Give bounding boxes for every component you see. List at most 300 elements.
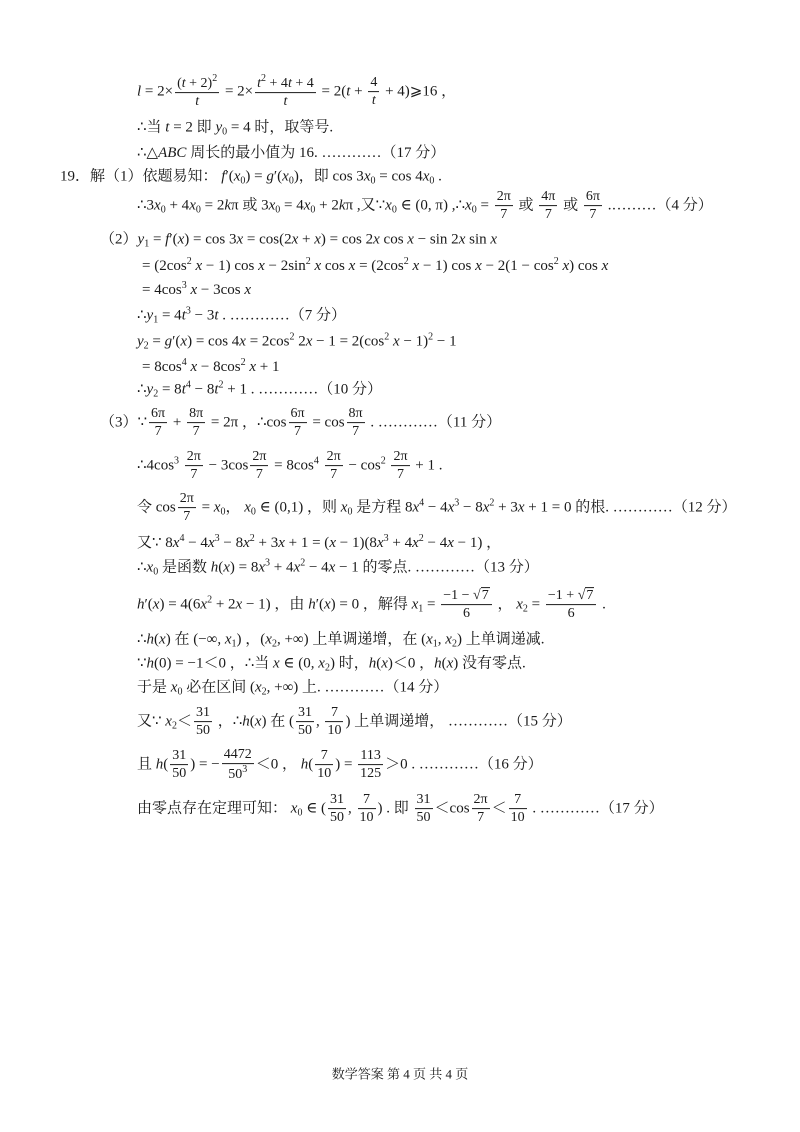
math-text: 或 (559, 197, 582, 214)
math-text: 4 (370, 75, 378, 91)
superscript: 3 (454, 497, 460, 509)
math-text: 50 (228, 767, 243, 783)
math-text: − 2sin (264, 258, 306, 274)
math-text: = 2 即 (169, 119, 216, 136)
math-variable: f (165, 231, 170, 248)
fraction-numerator (368, 75, 379, 92)
math-variable: x (516, 596, 523, 613)
fraction-numerator (415, 792, 433, 809)
fraction (415, 792, 433, 826)
math-text: . (598, 596, 606, 613)
math-text: 50 (416, 810, 431, 826)
math-text: ) 上单调递减. (456, 631, 545, 648)
fraction-numerator (391, 449, 409, 466)
perimeter-expression-line (137, 74, 456, 110)
equality-condition-line (137, 119, 333, 138)
math-variable: x (328, 559, 336, 576)
math-text: = (527, 596, 544, 613)
math-text: = 2× (221, 83, 254, 100)
math-text: 50 (330, 810, 345, 826)
part-3-zero-point-line (137, 559, 539, 578)
math-text: + 1 = 0 的根. …………（12 分） (524, 499, 737, 516)
math-text: = (2cos (355, 258, 404, 274)
fraction-numerator (584, 189, 602, 206)
superscript: 2 (212, 73, 218, 85)
math-variable: t (371, 93, 376, 109)
fraction-denominator (347, 424, 365, 440)
superscript: 2 (418, 533, 424, 544)
math-variable: x (213, 499, 221, 516)
math-text: − 1 的零点. …………（13 分） (335, 559, 539, 576)
math-text: + 2 (212, 596, 236, 613)
math-text: = (148, 333, 165, 350)
math-text: sin (465, 231, 491, 248)
math-text: 7 (477, 810, 485, 826)
math-variable: f (221, 168, 226, 185)
radical-sign: √ (473, 588, 481, 604)
subscript: 1 (144, 238, 150, 250)
math-text: 50 (172, 766, 187, 782)
fraction (368, 75, 379, 109)
superscript: 2 (186, 256, 192, 267)
fraction-denominator (546, 606, 596, 622)
fraction-numerator (194, 705, 212, 722)
subscript: 1 (432, 638, 438, 650)
math-text (319, 457, 323, 473)
math-text: 2π (326, 449, 341, 465)
superscript: 2 (380, 455, 386, 467)
fraction-numerator (358, 792, 376, 809)
fraction-denominator (584, 207, 602, 223)
math-variable: h (434, 655, 442, 672)
superscript: 3 (242, 764, 248, 776)
part-2-y2-conclusion-line (137, 381, 382, 400)
math-variable: x (244, 282, 252, 298)
math-variable: h (146, 655, 155, 672)
math-text: = 8cos (142, 359, 182, 375)
fraction (539, 189, 557, 223)
math-text: − 2(1 − cos (481, 258, 554, 274)
math-text: 是函数 (158, 559, 211, 576)
math-text: ∈ ( (302, 800, 327, 817)
math-variable: x (224, 631, 232, 648)
math-variable: k (224, 197, 231, 214)
math-text: (0) = −1＜0 ，∴当 (154, 655, 273, 672)
math-text: 31 (195, 705, 210, 721)
math-text: − 1 = 2(cos (312, 333, 385, 350)
superscript: 3 (181, 280, 187, 291)
math-variable: x (426, 631, 433, 648)
math-variable: x (412, 258, 420, 274)
radical-sign: √ (577, 588, 586, 604)
math-text: ) = 4(6 (159, 596, 201, 613)
fraction-denominator (315, 766, 333, 782)
part-3-substitution-line (137, 491, 736, 525)
math-text: 4472 (223, 747, 252, 763)
math-variable: x (446, 655, 454, 672)
fraction (546, 588, 596, 622)
subscript: 2 (522, 603, 528, 615)
superscript: 3 (185, 305, 191, 317)
math-variable: t (165, 119, 170, 136)
math-variable: g (164, 333, 173, 350)
math-text: 2 (294, 333, 306, 350)
superscript: 2 (489, 497, 495, 509)
math-text: − 4 (424, 499, 448, 516)
subscript: 2 (153, 388, 159, 400)
math-text: ) = cos 3 (184, 231, 237, 248)
math-text: ∴ (137, 559, 147, 576)
math-text (179, 457, 183, 473)
math-variable: x (465, 197, 472, 214)
math-text: ， (493, 596, 517, 613)
math-text: ′( (172, 333, 181, 350)
math-text: 31 (416, 792, 431, 808)
subscript: 2 (171, 720, 177, 732)
fraction-numerator (222, 747, 254, 764)
fraction (194, 705, 212, 739)
math-text: 31 (172, 748, 187, 764)
fraction (325, 705, 343, 739)
fraction-denominator (325, 467, 343, 483)
part-3-factorization-line (137, 534, 501, 552)
math-variable: x (445, 631, 452, 648)
math-variable: x (239, 333, 246, 350)
math-variable: x (376, 535, 384, 551)
math-text: 10 (510, 810, 525, 826)
fraction-denominator (178, 509, 196, 525)
math-text: = (476, 197, 493, 214)
math-text: ) ，( (236, 631, 266, 648)
fraction-numerator (325, 449, 343, 466)
fraction (358, 792, 376, 826)
math-text: )，即 cos 3 (293, 168, 364, 185)
superscript: 3 (383, 533, 389, 544)
superscript: 3 (265, 557, 271, 569)
math-text: = 8cos (270, 457, 314, 474)
math-text: ) 在 (−∞, (165, 631, 225, 648)
math-variable: x (207, 535, 215, 551)
fraction-numerator (539, 189, 557, 206)
subscript: 0 (250, 506, 256, 518)
math-variable: x (381, 655, 388, 672)
math-text: − 3cos (197, 282, 245, 298)
fraction (358, 748, 383, 782)
math-variable: ABC (158, 145, 187, 161)
math-variable: x (177, 231, 185, 248)
fraction-numerator (250, 449, 268, 466)
math-text: − 1)(8 (335, 535, 377, 551)
math-text: 19．解（1）依题易知： (60, 168, 222, 185)
math-text: ＜cos (434, 800, 470, 817)
math-text: 50 (297, 723, 312, 739)
math-text: − sin 2 (413, 231, 459, 248)
fraction-denominator (391, 467, 409, 483)
math-variable: x (165, 713, 172, 730)
fraction-denominator (509, 810, 527, 826)
part-3-derivative-line (137, 588, 606, 622)
math-text: . (434, 168, 442, 185)
math-variable: t (283, 94, 288, 110)
fraction-denominator (170, 766, 188, 782)
math-text: π ,又∵ (345, 197, 386, 214)
math-variable: x (254, 713, 262, 730)
superscript: 2 (305, 256, 311, 267)
math-variable: x (233, 168, 241, 185)
math-text: ( (163, 756, 169, 773)
fraction-denominator (149, 424, 167, 440)
math-variable: x (254, 679, 262, 696)
fraction (509, 792, 527, 826)
math-text: + 1 = ( (284, 535, 330, 551)
math-text: + (298, 231, 315, 248)
math-text: − 8cos (197, 359, 241, 375)
math-text: 2π (252, 449, 267, 465)
math-text: 是方程 8 (352, 499, 413, 516)
math-text: 6 (567, 606, 575, 622)
fraction-denominator (328, 810, 346, 826)
subscript: 0 (222, 126, 228, 138)
math-variable: x (189, 197, 196, 214)
part-2-expansion-line (142, 257, 608, 275)
math-variable: x (265, 631, 272, 648)
math-text: ∈ (0, (279, 655, 319, 672)
math-variable: x (235, 596, 243, 613)
fraction-numerator (149, 406, 167, 423)
superscript: 3 (174, 455, 180, 467)
math-text: − 4 (305, 559, 329, 576)
superscript: 2 (384, 331, 390, 343)
square-root (578, 588, 595, 603)
math-variable: x (314, 231, 321, 248)
math-variable: t (195, 94, 200, 110)
part-3-identity-line (137, 449, 442, 483)
math-variable: x (407, 231, 414, 248)
math-text: −1 + (547, 588, 578, 604)
superscript: 4 (185, 379, 191, 391)
superscript: 4 (313, 455, 319, 467)
math-text: ∴当 (137, 119, 166, 136)
fraction (391, 449, 409, 483)
math-text: + 4 (165, 197, 190, 214)
math-text: = cos(2 (243, 231, 292, 248)
subscript: 0 (429, 175, 435, 187)
math-text: − 1) ，由 (242, 596, 309, 613)
fraction-denominator (441, 606, 491, 622)
math-text: π 或 3 (231, 197, 269, 214)
math-text: 10 (317, 766, 332, 782)
math-variable: h (146, 631, 155, 648)
subscript: 2 (271, 638, 277, 650)
math-text: + 2) (185, 76, 213, 92)
part-2-y2-expansion-line (137, 333, 457, 352)
fraction-numerator (289, 406, 307, 423)
math-variable: x (170, 679, 178, 696)
math-text: , (348, 800, 356, 817)
math-text: ) = 0 ，解得 (330, 596, 412, 613)
math-text: 2π (496, 189, 511, 205)
math-text: ∈ (0, π) ,∴ (396, 197, 466, 214)
math-text: ＜ (176, 713, 192, 730)
problem-19-part-1-heading-line (60, 168, 442, 187)
math-text (386, 457, 390, 473)
math-variable: x (200, 596, 208, 613)
fraction (170, 748, 188, 782)
subscript: 2 (324, 662, 330, 674)
fraction (255, 74, 316, 110)
fraction-denominator (415, 810, 433, 826)
math-text: ＞0 . …………（16 分） (385, 756, 543, 773)
math-text: 7 (352, 424, 360, 440)
part-1-solution-line (137, 189, 713, 223)
fraction (149, 406, 167, 440)
superscript: 2 (403, 256, 409, 267)
math-text: − 3 (190, 307, 215, 324)
math-variable: x (458, 231, 466, 248)
part-2-cubic-result-line (142, 281, 251, 299)
math-text: ′( (225, 168, 234, 185)
subscript: 0 (297, 807, 303, 819)
superscript: 3 (214, 533, 220, 544)
fraction-denominator (325, 723, 343, 739)
subscript: 0 (195, 204, 201, 216)
math-text: )＜0 ， (387, 655, 435, 672)
subscript: 0 (177, 686, 183, 698)
math-variable: x (273, 655, 280, 672)
math-text: 6π (151, 406, 166, 422)
math-text: ＜0 ， (255, 756, 301, 773)
math-text: ＜ (491, 800, 507, 817)
math-text: 7 (500, 207, 508, 223)
math-text: 10 (359, 810, 374, 826)
fraction (178, 491, 196, 525)
math-text: ( (308, 756, 314, 773)
math-variable: x (475, 258, 482, 274)
radicand: 7 (586, 588, 594, 604)
math-variable: k (338, 197, 346, 214)
math-text: 7 (183, 509, 191, 525)
superscript: 2 (428, 331, 434, 343)
math-text: + 3 (254, 535, 279, 551)
math-text: 7 (294, 424, 302, 440)
math-text: = cos 4 (375, 168, 423, 185)
math-variable: h (210, 559, 219, 576)
math-variable: x (268, 197, 276, 214)
math-variable: x (482, 499, 490, 516)
math-variable: t (214, 307, 219, 324)
math-text: 必在区间 ( (182, 679, 255, 696)
math-text: . …………（17 分） (528, 800, 664, 817)
math-text: − 4 (423, 535, 448, 551)
math-variable: x (340, 499, 348, 516)
math-text: 又∵ (137, 713, 166, 730)
fraction (472, 792, 490, 826)
math-text: = 2× (141, 83, 174, 100)
math-text: , +∞) 上. …………（14 分） (266, 679, 449, 696)
math-variable: x (447, 535, 454, 551)
math-text: 7 (320, 748, 328, 764)
math-variable: x (412, 535, 419, 551)
math-variable: y (146, 381, 154, 398)
superscript: 4 (181, 357, 187, 368)
subscript: 2 (261, 686, 267, 698)
math-text: 2π (186, 449, 201, 465)
math-text: ( (177, 76, 182, 92)
math-text: ， (225, 499, 245, 516)
math-variable: x (363, 168, 371, 185)
math-text: 10 (327, 723, 342, 739)
math-text: 7 (154, 424, 162, 440)
math-text: ) 上单调递增， …………（15 分） (345, 713, 572, 730)
math-text: ) cos (569, 258, 602, 274)
radicand: 7 (481, 588, 489, 604)
math-text: . …………（7 分） (218, 307, 347, 324)
math-text: ∴ (137, 631, 147, 648)
math-text: 7 (544, 207, 552, 223)
min-perimeter-conclusion-line (137, 144, 445, 162)
math-text: − 1) cos (202, 258, 259, 274)
math-text: ∴ (137, 307, 147, 324)
fraction-numerator (328, 792, 346, 809)
math-variable: h (368, 655, 377, 672)
math-text: ∴△ (137, 145, 159, 161)
math-variable: x (278, 535, 285, 551)
math-variable: x (291, 231, 299, 248)
math-text: ( (154, 631, 160, 648)
math-variable: x (303, 197, 311, 214)
math-variable: h (242, 713, 250, 730)
part-3-evaluation-line (137, 747, 543, 783)
math-variable: x (412, 499, 420, 516)
subscript: 2 (451, 638, 457, 650)
math-text: = 2 (200, 197, 225, 214)
math-variable: x (258, 559, 266, 576)
math-text: 7 (330, 705, 338, 721)
fraction (328, 792, 346, 826)
math-variable: x (305, 333, 313, 350)
math-variable: x (411, 596, 419, 613)
part-3-final-conclusion-line (137, 792, 664, 826)
math-variable: t (214, 381, 219, 398)
fraction (289, 406, 307, 440)
math-text: ) 时， (329, 655, 369, 672)
math-text: − cos (344, 457, 381, 474)
fraction-numerator (170, 748, 188, 765)
math-text: = 2π ，∴cos (207, 414, 287, 431)
math-variable: x (314, 258, 322, 274)
math-text: = 4 (280, 197, 304, 214)
math-text: 7 (330, 467, 338, 483)
math-text: = 2cos (245, 333, 290, 350)
math-text: + 3 (494, 499, 518, 516)
math-text: + 4 (266, 76, 288, 92)
math-variable: x (190, 282, 198, 298)
fraction-denominator (194, 723, 212, 739)
math-variable: x (249, 359, 257, 375)
part-3-sign-analysis-line (137, 655, 526, 674)
math-text: （2） (100, 231, 138, 248)
fraction (222, 747, 254, 783)
fraction (187, 406, 205, 440)
math-text: 8π (189, 406, 204, 422)
math-text: 或 (514, 197, 538, 214)
math-text: ) = (335, 756, 357, 773)
math-text: 2π (393, 449, 408, 465)
math-text: ′( (144, 596, 153, 613)
math-variable: h (137, 596, 145, 613)
math-variable: x (323, 596, 331, 613)
math-text: 7 (192, 424, 200, 440)
